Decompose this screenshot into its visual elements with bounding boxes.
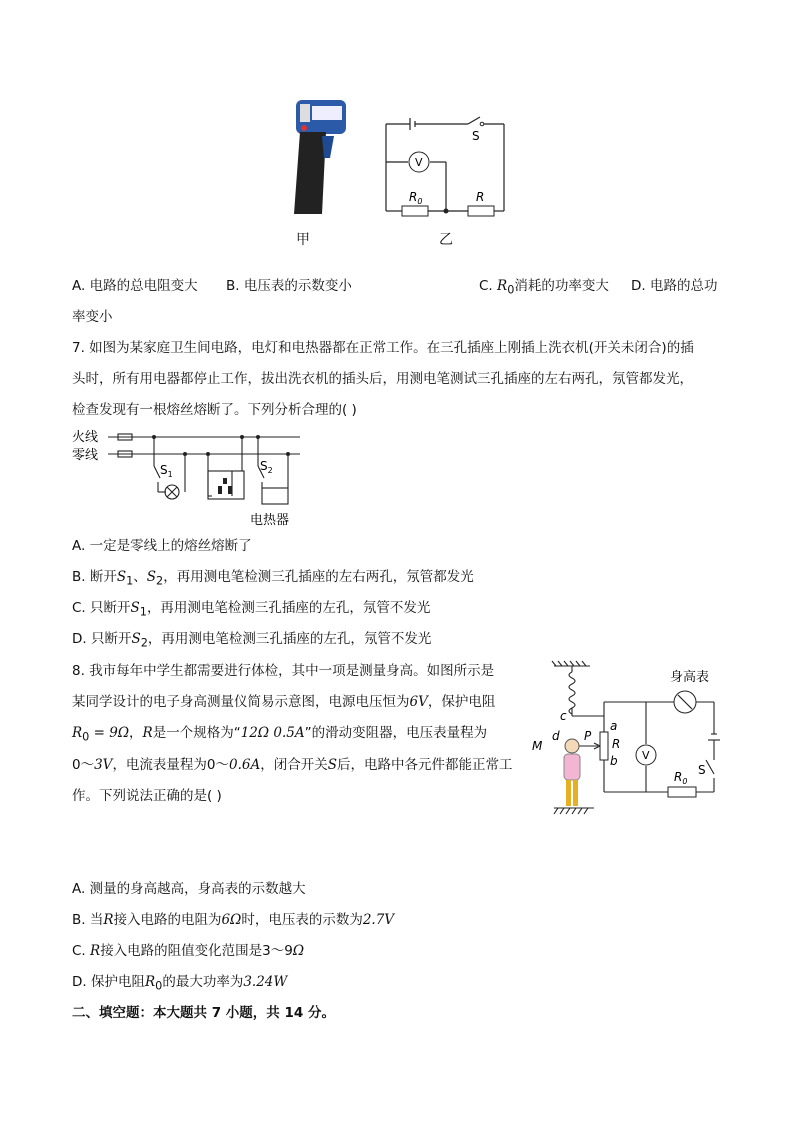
r0-protective-resistor <box>668 787 696 797</box>
voltmeter-label: V <box>642 749 650 762</box>
r-label: R <box>476 190 485 204</box>
s1-label: $S_1$ <box>160 463 173 479</box>
q8-stem-line-5: 作。下列说法正确的是( ) <box>72 788 222 804</box>
thermometer-figure <box>282 96 362 221</box>
s2-label: $S_2$ <box>260 459 273 475</box>
q6-option-d: D. 电路的总功 <box>631 278 718 294</box>
thermometer-screen <box>300 104 310 122</box>
q8-option-b: B. 当R接入电路的电阻为6Ω时，电压表的示数为2.7V <box>72 912 395 928</box>
r0-label: $R_0$ <box>674 770 688 786</box>
q6-option-a: A. 电路的总电阻变大 <box>72 278 198 294</box>
thermometer-label <box>312 106 342 120</box>
height-meter-figure <box>528 660 724 816</box>
q8-stem-line-2: 某同学设计的电子身高测量仪简易示意图，电源电压恒为6V，保护电阻 <box>72 694 496 710</box>
heater-label: 电热器 <box>250 513 290 528</box>
q8-stem-line-3: $R_0 = 9\Omega$，R是一个规格为“12Ω 0.5A”的滑动变阻器，电压表量程为 <box>72 725 488 744</box>
q8-option-d: D. 保护电阻$R_0$的最大功率为3.24W <box>72 974 288 993</box>
live-wire-label: 火线 <box>72 430 99 445</box>
slide-rheostat <box>600 732 608 760</box>
meter-label: 身高表 <box>670 670 710 685</box>
r0-resistor <box>402 206 428 216</box>
point-m-label: M <box>532 739 543 753</box>
switch-contact <box>480 122 484 126</box>
q7-option-d: D. 只断开$S_2$，再用测电笔检测三孔插座的左孔，氖管不发光 <box>72 631 432 650</box>
q7-option-b: B. 断开$S_1$、$S_2$，再用测电笔检测三孔插座的左右两孔，氖管都发光 <box>72 569 474 588</box>
q8-stem-line-4: 0～3V，电流表量程为0～0.6A，闭合开关S后，电路中各元件都能正常工 <box>72 757 513 773</box>
q7-stem-line-2: 头时，所有用电器都停止工作，拔出洗衣机的插头后，用测电笔测试三孔插座的左右两孔，氖管都发光， <box>72 371 693 387</box>
circuit-figure-yi <box>380 112 510 222</box>
q7-option-c: C. 只断开$S_1$，再用测电笔检测三孔插座的左孔，氖管不发光 <box>72 600 431 619</box>
voltmeter-label: V <box>415 156 423 169</box>
q6-option-c: C. $R_0$消耗的功率变大 <box>479 278 609 297</box>
figure-label-yi: 乙 <box>439 232 453 248</box>
thermometer-grip <box>322 136 334 158</box>
q6-option-b: B. 电压表的示数变小 <box>226 278 352 294</box>
point-c-label: c <box>560 709 567 723</box>
q6-option-d-continued: 率变小 <box>72 309 113 325</box>
slider-p-label: P <box>584 729 592 743</box>
q8-option-a: A. 测量的身高越高，身高表的示数越大 <box>72 881 306 897</box>
figure-label-jia: 甲 <box>296 232 310 248</box>
q8-option-c: C. R接入电路的阻值变化范围是3～9Ω <box>72 943 305 959</box>
thermometer-button <box>301 125 307 131</box>
r0-label: $R_0$ <box>409 190 423 206</box>
student-figure <box>564 739 580 806</box>
switch-label: S <box>472 129 480 143</box>
point-d-label: d <box>552 729 560 743</box>
point-a-label: a <box>610 719 618 733</box>
household-circuit-figure <box>72 426 312 530</box>
section-2-heading: 二、填空题：本大题共 7 小题，共 14 分。 <box>72 1005 335 1021</box>
point-b-label: b <box>610 754 618 768</box>
r-resistor <box>468 206 494 216</box>
neutral-wire-label: 零线 <box>72 448 99 463</box>
junction-dot <box>444 209 449 214</box>
q8-stem-line-1: 8. 我市每年中学生都需要进行体检，其中一项是测量身高。如图所示是 <box>72 663 495 679</box>
switch-s-label: S <box>698 763 706 777</box>
q7-stem-line-1: 7. 如图为某家庭卫生间电路，电灯和电热器都在正常工作。在三孔插座上刚插上洗衣机(开关未闭合)的插 <box>72 340 694 356</box>
rheostat-r-label: R <box>612 737 621 751</box>
q7-stem-line-3: 检查发现有一根熔丝熔断了。下列分析合理的( ) <box>72 402 357 418</box>
q7-option-a: A. 一定是零线上的熔丝熔断了 <box>72 538 252 554</box>
thermometer-handle <box>294 132 326 214</box>
